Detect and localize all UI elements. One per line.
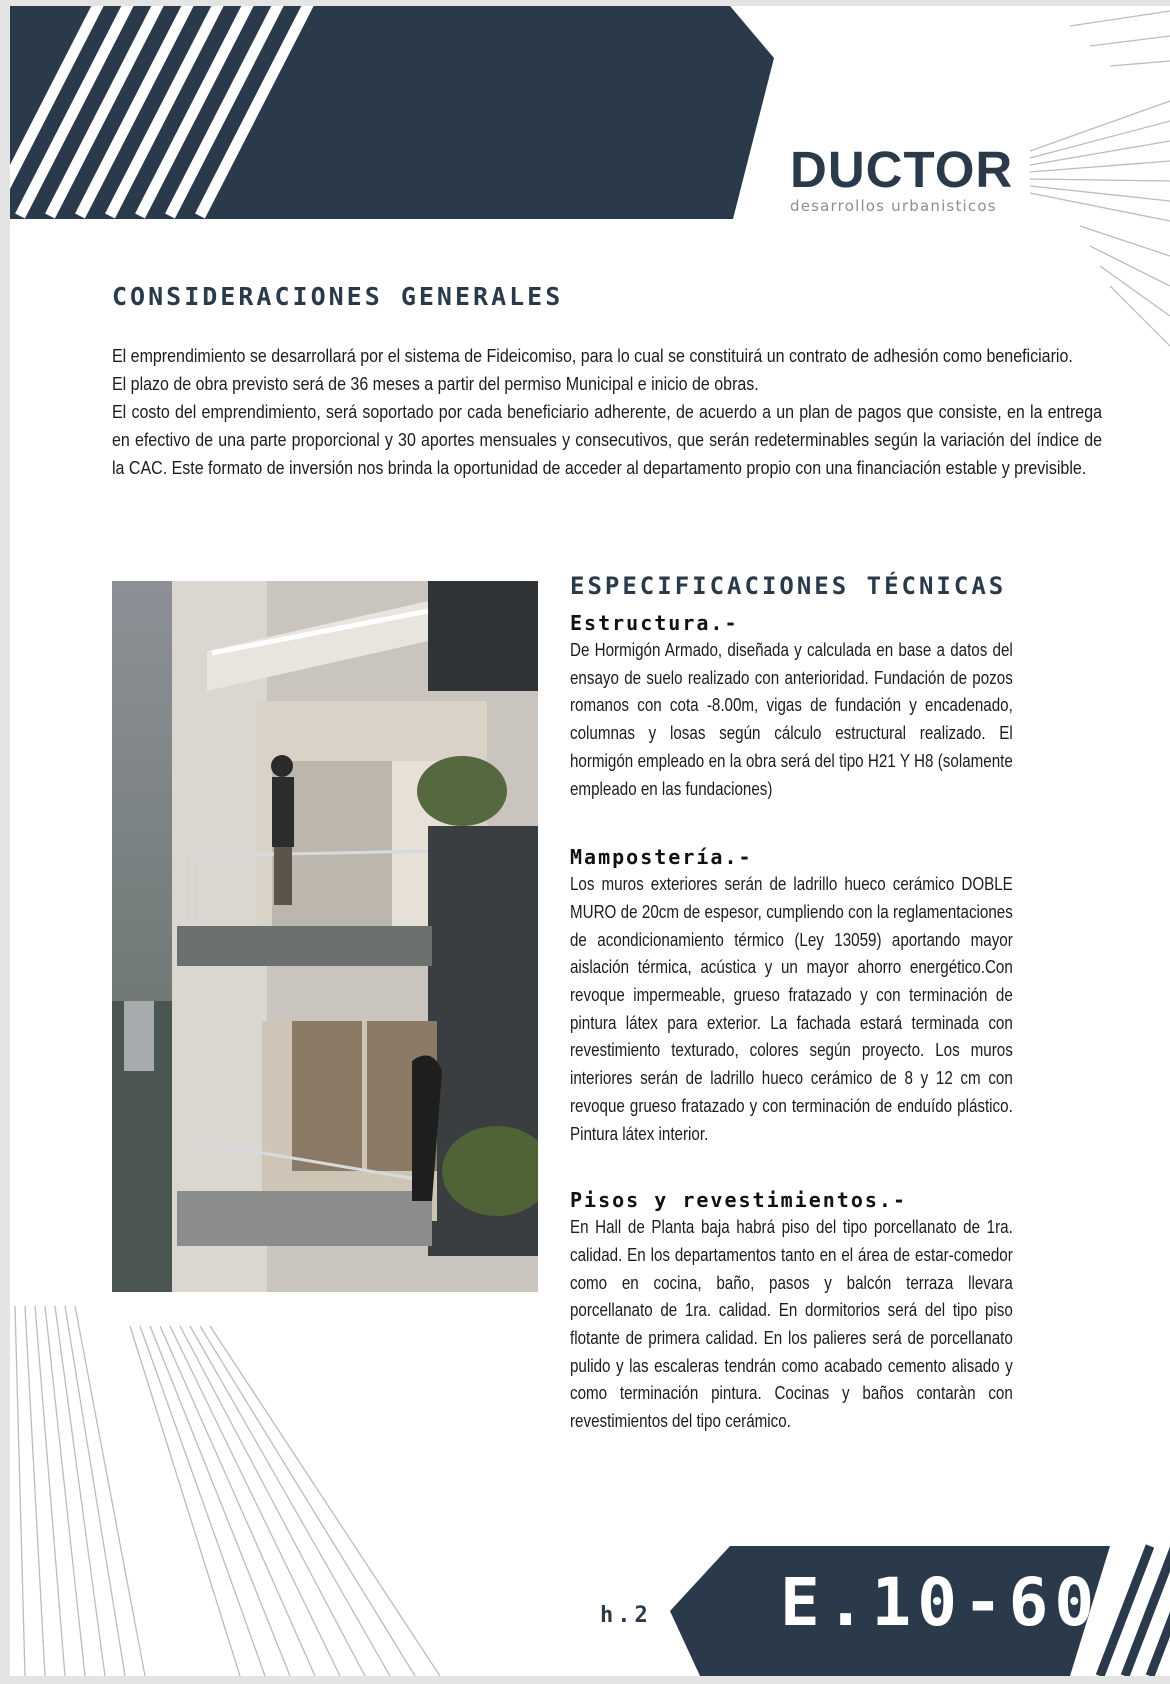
general-title: CONSIDERACIONES GENERALES <box>112 282 564 311</box>
specs-column <box>570 610 1050 1435</box>
structure-heading: Estructura.- <box>570 611 739 635</box>
top-right-lines <box>1030 11 1170 346</box>
masonry-text: Los muros exteriores serán de ladrillo hueco cerámico DOBLE MURO de 20cm de espesor, cumpliendo con la reglamentaciones de acondicionamiento térmico (Ley 13059) aportando mayor aislación térmica, acústica y un mayor ahorro energético.Con revoque impermeable, grueso fratazado y con terminación de pintura látex para exterior. La fachada estará terminada con revestimiento texturado, colores según proyecto. Los muros interiores serán de ladrillo hueco cerámico de 8 y 12 cm con revoque grueso fratazado y con terminación de enduído plástico. Pintura látex interior. <box>570 873 1013 1144</box>
masonry-heading: Mampostería.- <box>570 845 753 870</box>
project-code: E.10-60 <box>780 1564 1101 1641</box>
building-render-image <box>112 581 538 1292</box>
logo-name: DUCTOR <box>790 141 1014 198</box>
structure-text: De Hormigón Armado, diseñada y calculada en base a datos del ensayo de suelo realizado con anterioridad. Fundación de pozos romanos con cota -8.00m, vigas de fundación y encadenado, columnas y losas según cálculo estructural realizado. El hormigón empleado en la obra será del tipo H21 Y H8 (solamente empleado en las fundaciones) <box>570 639 1013 799</box>
floors-text: En Hall de Planta baja habrá piso del tipo porcellanato de 1ra. calidad. En los departamentos tanto en el área de estar-comedor como en cocina, baño, pasos y balcón terraza llevara porcellanato de 1ra. calidad. En dormitorios será del tipo piso flotante de primera calidad. En los palieres será de porcellanato pulido y las escaleras tendrán como acabado cemento alisado y como terminación pintura. Cocinas y baños contaràn con revestimientos del tipo cerámico. <box>570 1216 1013 1432</box>
bottom-left-lines <box>15 1306 440 1676</box>
page-number: h.2 <box>600 1603 652 1628</box>
general-paragraph: El emprendimiento se desarrollará por el sistema de Fideicomiso, para lo cual se constituirá un contrato de adhesión como beneficiario. <box>112 346 1073 366</box>
general-text <box>112 342 1102 482</box>
ductor-logo <box>790 141 1030 215</box>
footer-stripes <box>1100 1546 1170 1676</box>
specs-title: ESPECIFICACIONES TÉCNICAS <box>570 572 1007 600</box>
floors-heading: Pisos y revestimientos.- <box>570 1188 907 1213</box>
general-paragraph: El plazo de obra previsto será de 36 meses a partir del permiso Municipal e inicio de obras. <box>112 374 759 394</box>
brochure-page <box>10 6 1170 1676</box>
general-paragraph: El costo del emprendimiento, será soportado por cada beneficiario adherente, de acuerdo a un plan de pagos que consiste, en la entrega en efectivo de una parte proporcional y 30 aportes mensuales y consecutivos, que serán redeterminables según la variación del índice de la CAC. Este formato de inversión nos brinda la oportunidad de acceder al departamento propio con una financiación estable y previsible. <box>112 402 1102 478</box>
logo-tagline: desarrollos urbanisticos <box>790 197 997 215</box>
